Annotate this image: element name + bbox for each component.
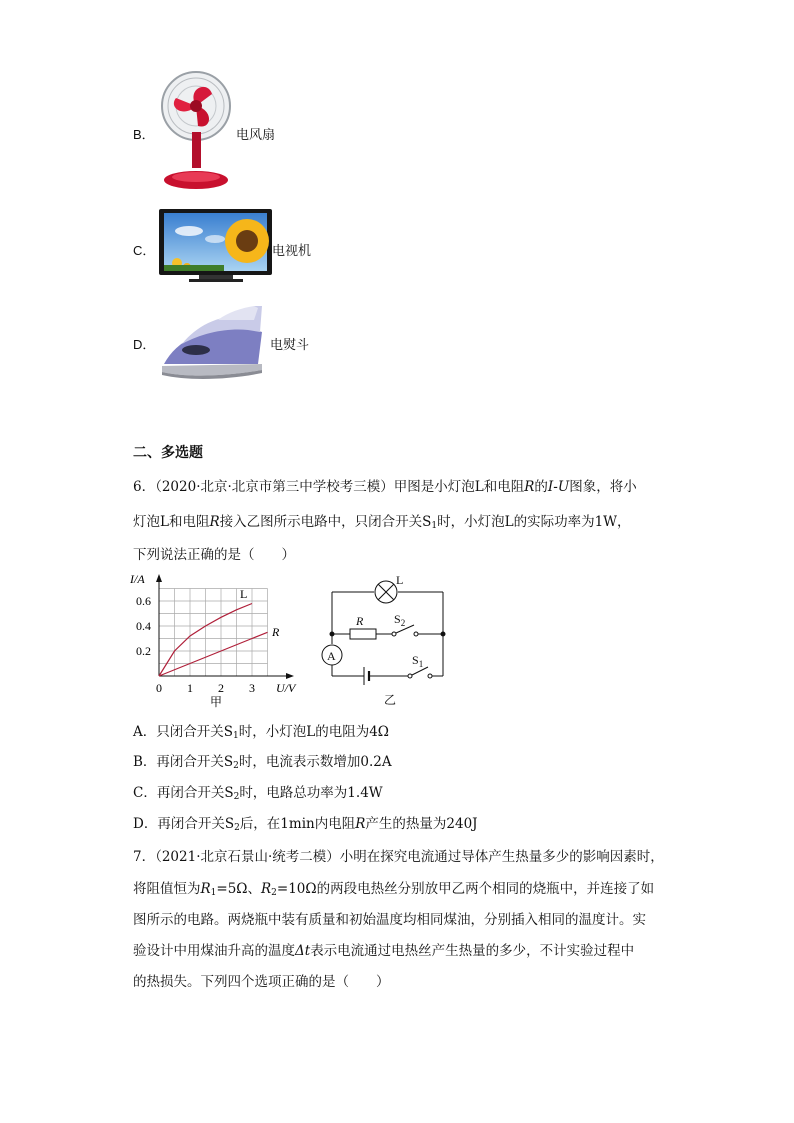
option-c-letter: C． <box>133 243 156 258</box>
ammeter-label: A <box>327 649 336 663</box>
option-b-label: 电风扇 <box>236 128 276 143</box>
y-tick-label: 0.6 <box>136 594 151 608</box>
x-axis-arrow <box>286 673 294 679</box>
q7-line-4: 验设计中用煤油升高的温度Δt表示电流通过电热丝产生热量的多少，不计实验过程中 <box>133 943 635 959</box>
q6-line-3: 下列说法正确的是（ ） <box>133 547 295 563</box>
graph-caption: 甲 <box>210 695 223 709</box>
electric-iron-icon <box>158 298 268 382</box>
q6-option-b[interactable]: B．再闭合开关$S_2$时，电流表示数增加0.2A <box>133 754 392 771</box>
x-tick-label: 3 <box>249 681 255 695</box>
curve-r-label: R <box>272 625 280 639</box>
q6-line-2: 灯泡L和电阻R接入乙图所示电路中，只闭合开关$S_1$时，小灯泡L的实际功率为1W， <box>133 514 631 531</box>
x-tick-label: 1 <box>187 681 193 695</box>
y-axis-arrow <box>156 574 162 582</box>
option-d-letter: D． <box>133 337 156 352</box>
resistor-icon <box>350 629 376 639</box>
y-tick-label: 0.4 <box>136 619 151 633</box>
option-d-label: 电熨斗 <box>270 338 310 353</box>
x-axis-label: U/V <box>276 681 296 695</box>
x-tick-label: 2 <box>218 681 224 695</box>
switch-s2-label: $S_2$ <box>394 612 406 628</box>
curve-r <box>159 632 268 676</box>
television-icon <box>159 209 272 284</box>
q7-line-3: 图所示的电路。两烧瓶中装有质量和初始温度均相同煤油，分别插入相同的温度计。实 <box>133 912 646 928</box>
option-c-label: 电视机 <box>272 244 312 259</box>
q7-line-1: 7．（2021·北京石景山·统考二模）小明在探究电流通过导体产生热量多少的影响因素时， <box>133 849 664 865</box>
q6-option-d[interactable]: D．再闭合开关$S_2$后，在1min内电阻R产生的热量为240J <box>133 816 478 833</box>
x-tick-label: 0 <box>156 681 162 695</box>
curve-l-label: L <box>240 587 248 601</box>
iu-graph <box>128 568 308 710</box>
resistor-label: R <box>356 614 364 628</box>
circuit-caption: 乙 <box>384 693 397 707</box>
q6-option-c[interactable]: C．再闭合开关$S_2$时，电路总功率为1.4W <box>133 785 383 802</box>
section-title: 二、多选题 <box>133 445 203 461</box>
q6-line-1: 6．（2020·北京·北京市第三中学校考三模）甲图是小灯泡L和电阻R的I-U图象，将小 <box>133 479 637 495</box>
y-tick-label: 0.2 <box>136 644 151 658</box>
q6-option-a[interactable]: A．只闭合开关$S_1$时，小灯泡L的电阻为4Ω <box>133 724 389 741</box>
option-b-letter: B． <box>133 127 155 142</box>
lamp-label: L <box>396 573 404 587</box>
q7-line-2: 将阻值恒为$R_1=5\Omega$、$R_2=10\Omega$的两段电热丝分别放甲乙两个相同的烧瓶中，并连接了如 <box>133 881 655 898</box>
q7-line-5: 的热损失。下列四个选项正确的是（ ） <box>133 974 390 990</box>
switch-s1-label: $S_1$ <box>412 653 424 669</box>
y-axis-label: I/A <box>130 572 145 586</box>
electric-fan-icon <box>156 70 238 194</box>
circuit-diagram <box>318 568 453 712</box>
